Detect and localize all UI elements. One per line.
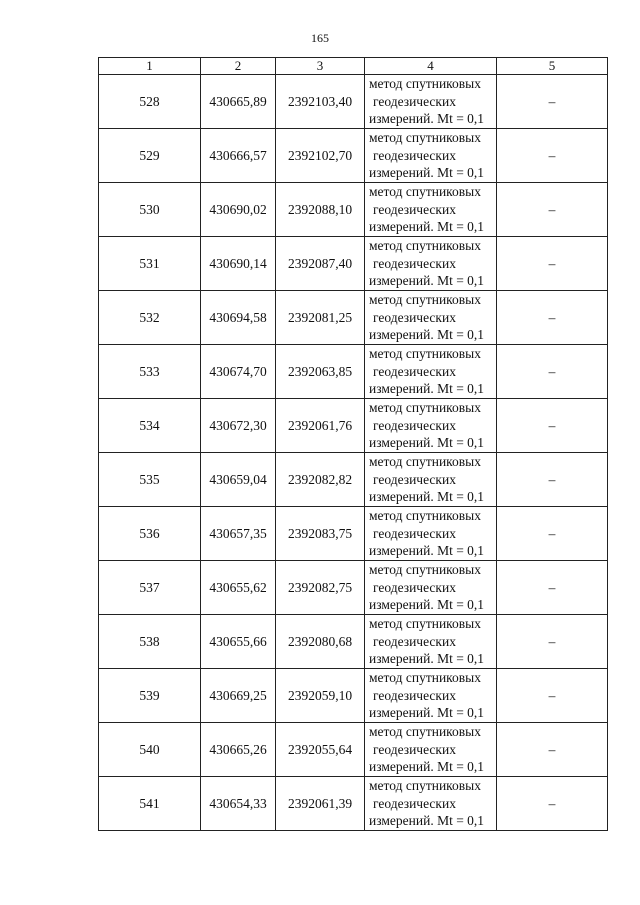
point-number-cell: 531: [99, 237, 201, 291]
method-line: метод спутниковых: [369, 616, 481, 632]
note-cell: –: [497, 75, 608, 129]
note-cell: –: [497, 723, 608, 777]
x-coordinate-cell: 430694,58: [201, 291, 276, 345]
x-coordinate-cell: 430659,04: [201, 453, 276, 507]
method-cell: [365, 183, 497, 237]
method-line: геодезических: [373, 363, 456, 379]
method-cell: [365, 399, 497, 453]
table-row: [99, 345, 608, 399]
y-coordinate-cell: 2392080,68: [276, 615, 365, 669]
note-cell: –: [497, 669, 608, 723]
note-cell: –: [497, 129, 608, 183]
y-coordinate-cell: 2392102,70: [276, 129, 365, 183]
method-line: метод спутниковых: [369, 346, 481, 362]
note-cell: –: [497, 615, 608, 669]
method-line: геодезических: [373, 795, 456, 811]
method-line: геодезических: [373, 309, 456, 325]
x-coordinate-cell: 430690,14: [201, 237, 276, 291]
method-line: геодезических: [373, 471, 456, 487]
point-number-cell: 540: [99, 723, 201, 777]
point-number-cell: 534: [99, 399, 201, 453]
method-line: измерений. Mt = 0,1: [369, 435, 485, 451]
x-coordinate-cell: 430655,66: [201, 615, 276, 669]
method-line: метод спутниковых: [369, 508, 481, 524]
method-line: измерений. Mt = 0,1: [369, 165, 485, 181]
method-line: геодезических: [373, 687, 456, 703]
table-row: [99, 129, 608, 183]
method-cell: [365, 561, 497, 615]
method-line: геодезических: [373, 525, 456, 541]
table-row: [99, 615, 608, 669]
method-line: метод спутниковых: [369, 670, 481, 686]
x-coordinate-cell: 430690,02: [201, 183, 276, 237]
method-line: измерений. Mt = 0,1: [369, 597, 485, 613]
method-line: метод спутниковых: [369, 400, 481, 416]
y-coordinate-cell: 2392061,76: [276, 399, 365, 453]
table-row: [99, 561, 608, 615]
point-number-cell: 539: [99, 669, 201, 723]
y-coordinate-cell: 2392055,64: [276, 723, 365, 777]
x-coordinate-cell: 430666,57: [201, 129, 276, 183]
y-coordinate-cell: 2392063,85: [276, 345, 365, 399]
method-line: измерений. Mt = 0,1: [369, 381, 485, 397]
point-number-cell: 530: [99, 183, 201, 237]
point-number-cell: 538: [99, 615, 201, 669]
x-coordinate-cell: 430665,89: [201, 75, 276, 129]
table-row: [99, 291, 608, 345]
method-line: измерений. Mt = 0,1: [369, 705, 485, 721]
x-coordinate-cell: 430665,26: [201, 723, 276, 777]
table-row: [99, 777, 608, 831]
note-cell: –: [497, 291, 608, 345]
method-line: геодезических: [373, 579, 456, 595]
method-line: геодезических: [373, 741, 456, 757]
table-header-row: [99, 58, 608, 75]
x-coordinate-cell: 430669,25: [201, 669, 276, 723]
note-cell: –: [497, 777, 608, 831]
method-line: геодезических: [373, 633, 456, 649]
column-header: 2: [201, 58, 276, 75]
method-line: метод спутниковых: [369, 724, 481, 740]
method-cell: [365, 777, 497, 831]
column-header: 5: [497, 58, 608, 75]
note-cell: –: [497, 399, 608, 453]
method-line: метод спутниковых: [369, 454, 481, 470]
method-line: метод спутниковых: [369, 778, 481, 794]
point-number-cell: 533: [99, 345, 201, 399]
point-number-cell: 535: [99, 453, 201, 507]
method-cell: [365, 237, 497, 291]
method-line: геодезических: [373, 147, 456, 163]
table-row: [99, 75, 608, 129]
point-number-cell: 528: [99, 75, 201, 129]
method-line: метод спутниковых: [369, 562, 481, 578]
table-row: [99, 669, 608, 723]
y-coordinate-cell: 2392083,75: [276, 507, 365, 561]
method-line: измерений. Mt = 0,1: [369, 489, 485, 505]
column-header: 3: [276, 58, 365, 75]
note-cell: –: [497, 507, 608, 561]
method-cell: [365, 345, 497, 399]
method-line: измерений. Mt = 0,1: [369, 813, 485, 829]
method-cell: [365, 129, 497, 183]
method-line: метод спутниковых: [369, 238, 481, 254]
method-cell: [365, 723, 497, 777]
column-header: 4: [365, 58, 497, 75]
y-coordinate-cell: 2392061,39: [276, 777, 365, 831]
method-cell: [365, 507, 497, 561]
method-line: метод спутниковых: [369, 292, 481, 308]
point-number-cell: 529: [99, 129, 201, 183]
method-line: измерений. Mt = 0,1: [369, 327, 485, 343]
method-cell: [365, 615, 497, 669]
method-line: геодезических: [373, 93, 456, 109]
x-coordinate-cell: 430657,35: [201, 507, 276, 561]
note-cell: –: [497, 561, 608, 615]
note-cell: –: [497, 237, 608, 291]
x-coordinate-cell: 430674,70: [201, 345, 276, 399]
point-number-cell: 536: [99, 507, 201, 561]
method-line: метод спутниковых: [369, 130, 481, 146]
table-row: [99, 399, 608, 453]
method-line: измерений. Mt = 0,1: [369, 651, 485, 667]
x-coordinate-cell: 430672,30: [201, 399, 276, 453]
table-row: [99, 183, 608, 237]
y-coordinate-cell: 2392059,10: [276, 669, 365, 723]
x-coordinate-cell: 430655,62: [201, 561, 276, 615]
x-coordinate-cell: 430654,33: [201, 777, 276, 831]
point-number-cell: 537: [99, 561, 201, 615]
point-number-cell: 532: [99, 291, 201, 345]
y-coordinate-cell: 2392081,25: [276, 291, 365, 345]
method-line: измерений. Mt = 0,1: [369, 273, 485, 289]
y-coordinate-cell: 2392087,40: [276, 237, 365, 291]
note-cell: –: [497, 453, 608, 507]
y-coordinate-cell: 2392103,40: [276, 75, 365, 129]
method-cell: [365, 75, 497, 129]
table-row: [99, 507, 608, 561]
note-cell: –: [497, 345, 608, 399]
method-line: измерений. Mt = 0,1: [369, 543, 485, 559]
method-cell: [365, 291, 497, 345]
method-line: измерений. Mt = 0,1: [369, 219, 485, 235]
y-coordinate-cell: 2392082,82: [276, 453, 365, 507]
y-coordinate-cell: 2392088,10: [276, 183, 365, 237]
method-line: геодезических: [373, 417, 456, 433]
column-header: 1: [99, 58, 201, 75]
page-number: 165: [311, 31, 329, 45]
method-line: измерений. Mt = 0,1: [369, 759, 485, 775]
method-line: измерений. Mt = 0,1: [369, 111, 485, 127]
method-cell: [365, 669, 497, 723]
table-row: [99, 723, 608, 777]
note-cell: –: [497, 183, 608, 237]
coordinates-table: [98, 57, 608, 831]
table-body: [99, 75, 608, 831]
method-line: метод спутниковых: [369, 184, 481, 200]
y-coordinate-cell: 2392082,75: [276, 561, 365, 615]
method-line: геодезических: [373, 201, 456, 217]
method-line: метод спутниковых: [369, 76, 481, 92]
method-cell: [365, 453, 497, 507]
table-row: [99, 237, 608, 291]
method-line: геодезических: [373, 255, 456, 271]
table-row: [99, 453, 608, 507]
point-number-cell: 541: [99, 777, 201, 831]
